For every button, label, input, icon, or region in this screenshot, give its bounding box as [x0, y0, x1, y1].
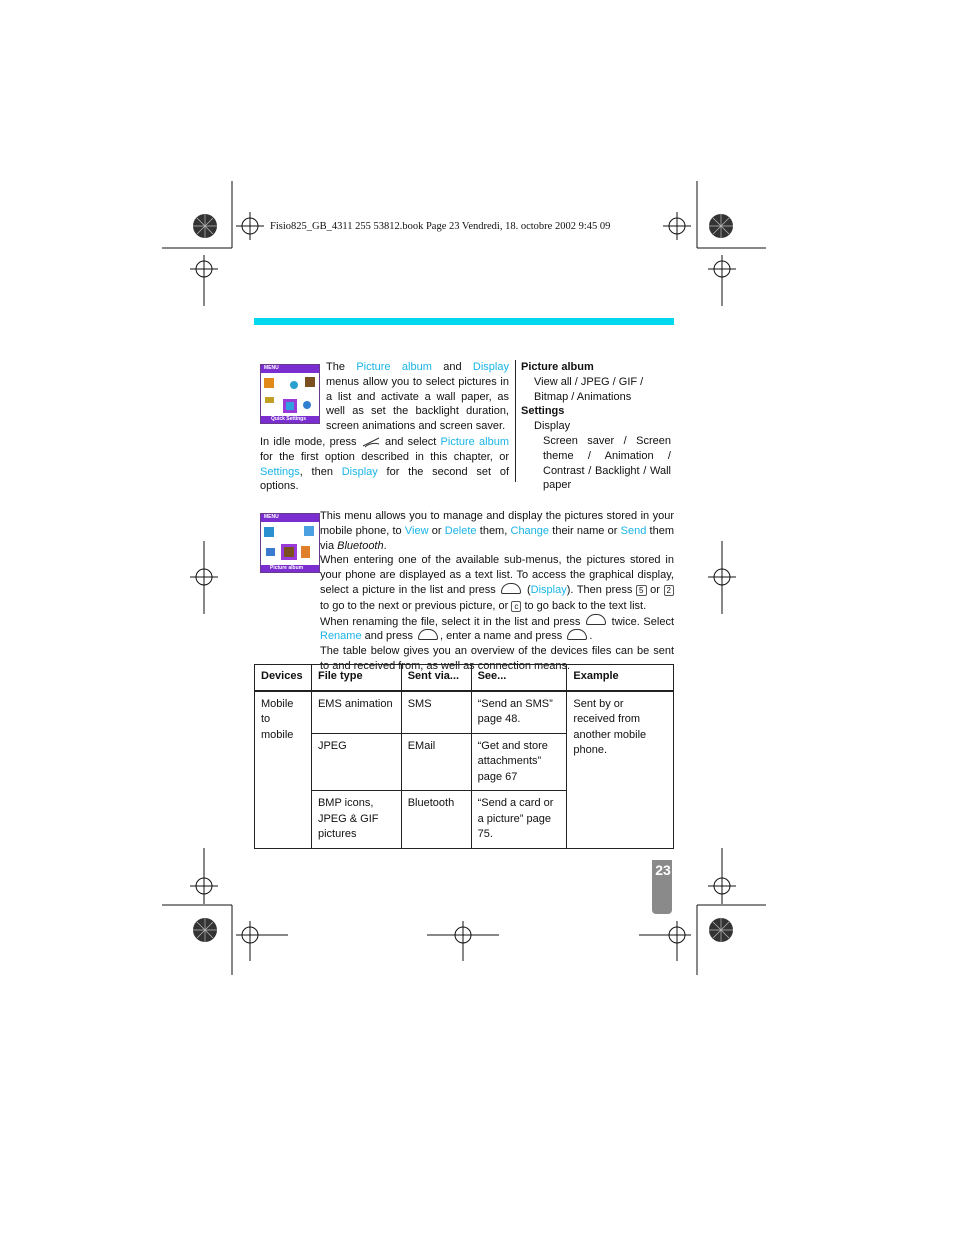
header-see: See...: [471, 665, 567, 691]
menu-picture-album-items: View all / JPEG / GIF / Bitmap / Animations: [534, 375, 644, 403]
album-paragraph-4: The table below gives you an overview of the devices files can be sent to and received from, as well as connection means.: [320, 645, 674, 672]
key-next-icon: 5: [636, 585, 646, 596]
column-divider: [515, 360, 516, 482]
menu-display: Display: [534, 420, 571, 433]
screen-menu-label: MENU: [264, 365, 279, 371]
idle-mode-paragraph: In idle mode, press and select Picture album for the first option described in this chapter, or Settings, then Display for the second set of options.: [260, 436, 509, 493]
cell-see: “Send a card or a picture” page 75.: [471, 791, 567, 849]
cell-device: Mobile to mobile: [255, 691, 312, 849]
devices-table: [254, 664, 674, 849]
cell-sent-via: EMail: [401, 733, 471, 791]
page-number: 23: [655, 862, 671, 878]
quick-settings-icons: [261, 373, 319, 417]
table-row: [255, 691, 674, 734]
link-settings[interactable]: Settings: [260, 465, 300, 478]
cell-file-type: JPEG: [311, 733, 401, 791]
link-change[interactable]: Change: [510, 524, 550, 537]
header-devices: Devices: [255, 665, 312, 691]
header-example: Example: [567, 665, 674, 691]
link-display-2[interactable]: Display: [341, 465, 378, 478]
header-file-type: File type: [311, 665, 401, 691]
cell-see: “Get and store attachments” page 67: [471, 733, 567, 791]
section-accent-bar: [254, 318, 674, 325]
header-sent-via: Sent via...: [401, 665, 471, 691]
menu-display-items: Screen saver / Screen theme / Animation / Contrast / Backlight / Wall paper: [543, 434, 671, 492]
album-paragraph-1: This menu allows you to manage and display the pictures stored in your mobile phone, to View or Delete them, Change their name or Send them via Bluetooth.: [320, 510, 675, 552]
key-prev-icon: 2: [664, 585, 674, 596]
screen-bottom-label-2: Picture album: [270, 565, 304, 571]
link-picture-album-2[interactable]: Picture album: [440, 436, 509, 448]
soft-key-icon: [586, 614, 606, 625]
link-view[interactable]: View: [404, 524, 429, 537]
picture-album-screen: [260, 513, 320, 573]
screen-menu-label-2: MENU: [264, 514, 279, 520]
link-delete[interactable]: Delete: [444, 524, 477, 537]
quick-settings-screen: [260, 364, 320, 424]
screen-bottom-label: Quick Settings: [271, 416, 307, 422]
album-paragraph-3: When renaming the file, select it in the list and press twice. Select Rename and press , enter a name and press .: [320, 615, 674, 643]
link-display-3[interactable]: Display: [530, 583, 567, 596]
soft-key-icon-2: [418, 629, 438, 640]
print-header: Fisio825_GB_4311 255 53812.book Page 23 Vendredi, 18. octobre 2002 9:45 09: [270, 221, 611, 232]
menu-settings: Settings: [521, 405, 565, 418]
menu-key-icon: [361, 436, 381, 448]
picture-album-icons: [261, 522, 319, 566]
right-soft-key-icon: [501, 583, 521, 594]
album-description: [320, 509, 674, 674]
intro-paragraph: The Picture album and Display menus allow you to select pictures in a list and activate a wall paper, as well as set the backlight duration, screen animations and screen saver.: [326, 361, 509, 433]
cell-example: Sent by or received from another mobile phone.: [567, 691, 674, 849]
cell-sent-via: Bluetooth: [401, 791, 471, 849]
album-paragraph-2: When entering one of the available sub-menus, the pictures stored in your phone are displayed as a text list. To access the graphical display, select a picture in the list and press (Display). Then press 5 or 2 to go to the next or previous picture, or c to go back to the text list.: [320, 554, 674, 612]
link-picture-album[interactable]: Picture album: [356, 361, 432, 373]
table-header-row: [255, 665, 674, 691]
link-rename[interactable]: Rename: [320, 630, 362, 643]
menu-picture-album: Picture album: [521, 361, 594, 373]
cell-see: “Send an SMS” page 48.: [471, 691, 567, 734]
menu-tree: [521, 360, 671, 493]
link-display[interactable]: Display: [472, 361, 509, 373]
cell-sent-via: SMS: [401, 691, 471, 734]
soft-key-icon-3: [567, 629, 587, 640]
cell-file-type: BMP icons, JPEG & GIF pictures: [311, 791, 401, 849]
link-send[interactable]: Send: [620, 524, 647, 537]
cell-file-type: EMS animation: [311, 691, 401, 734]
back-key-icon: c: [511, 601, 521, 612]
